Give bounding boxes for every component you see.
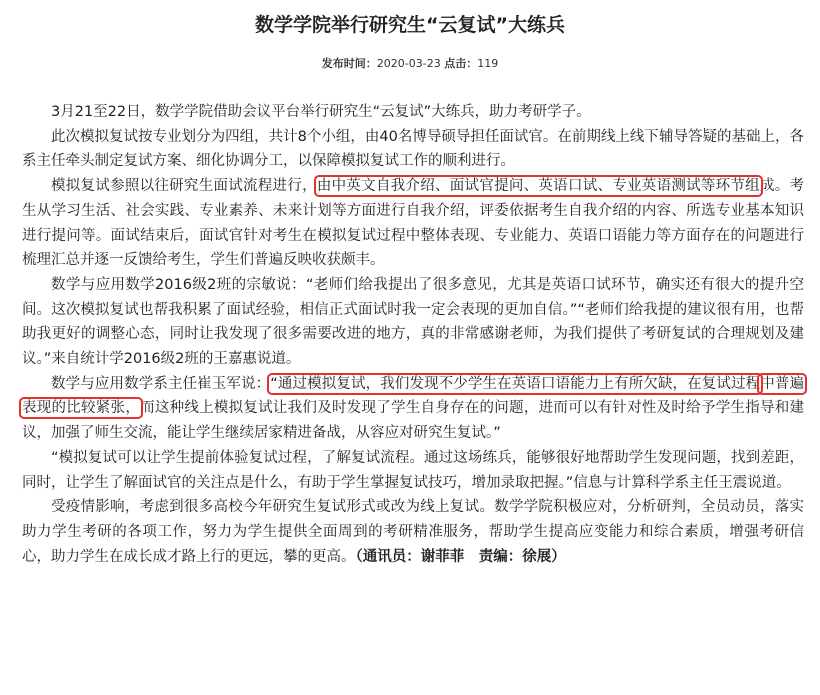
- highlight-box-quote-2: 中普遍表现的比较紧张，: [22, 375, 805, 417]
- clicks-label: 点击：: [444, 57, 478, 70]
- paragraph-5-rest: 而这种线上模拟复试让我们及时发现了学生自身存在的问题，进而可以有针对性及时给予学生指导和建议，加强了师生交流，能让学生继续居家精进备战，从容应对研究生复试。”: [22, 400, 804, 442]
- paragraph-7-text: 受疫情影响，考虑到很多高校今年研究生复试形式或改为线上复试。数学学院积极应对，分析研判，全员动员，落实助力学生考研的各项工作，努力为学生提供全面周到的考研精准服务，帮助学生提高应变能力和综合素质，增强考研信心，助力学生在成长成才路上行的更远，攀的更高。: [22, 499, 804, 565]
- paragraph-2: 此次模拟复试按专业划分为四组，共计8个小组，由40名博导硕导担任面试官。在前期线上线下辅导答疑的基础上，各系主任牵头制定复试方案、细化协调分工，以保障模拟复试工作的顺利进行。: [22, 128, 804, 170]
- paragraph-1: 3月21至22日，数学学院借助会议平台举行研究生“云复试”大练兵，助力考研学子。: [51, 104, 591, 120]
- paragraph-3: [22, 174, 804, 273]
- paragraph-5: [22, 372, 804, 446]
- paragraph-6: “模拟复试可以让学生提前体验复试过程，了解复试流程。通过这场练兵，能够很好地帮助学生发现问题，找到差距，同时，让学生了解面试官的关注点是什么，有助于学生掌握复试技巧，增加录取把握。”信息与计算科学系主任王震说道。: [22, 449, 804, 491]
- paragraph-5-lead: 数学与应用数学系主任崔玉军说：: [51, 375, 271, 392]
- highlight-box-interview-format: 由中英文自我介绍、面试官提问、英语口试、专业英语测试等环节组: [316, 178, 760, 195]
- paragraph-3-rest: 成。考生从学习生活、社会实践、专业素养、未来计划等方面进行自我介绍，评委依据考生自我介绍的内容、所选专业基本知识进行提问等。面试结束后，面试官针对考生在模拟复试过程中整体表现、专业能力、英语口语能力等方面存在的问题进行梳理汇总并逐一反馈给考生，学生们普遍反映收获颇丰。: [22, 178, 805, 269]
- article-meta: [0, 55, 820, 71]
- article-body: [22, 100, 804, 569]
- publish-date: 2020-03-23: [376, 57, 441, 70]
- publish-label: 发布时间：: [321, 57, 377, 70]
- paragraph-3-lead: 模拟复试参照以往研究生面试流程进行，: [51, 178, 317, 195]
- article-credit: （通讯员：谢菲菲 责编：徐展）: [355, 548, 566, 565]
- click-count: 119: [477, 57, 499, 70]
- paragraph-4: 数学与应用数学2016级2班的宗敏说：“老师们给我提出了很多意见，尤其是英语口试环节，确实还有很大的提升空间。这次模拟复试也帮我积累了面试经验，相信正式面试时我一定会表现的更加自信。”“老师们给我提的建议很有用，也帮助我更好的调整心态，同时让我发现了很多需要改进的地方，真的非常感谢老师，为我们提供了考研复试的合理规划及建议。”来自统计学2016级2班的王嘉惠说道。: [22, 276, 804, 368]
- article-title: 数学学院举行研究生“云复试”大练兵: [255, 14, 565, 36]
- paragraph-7: [22, 495, 804, 569]
- highlight-box-quote-1: “通过模拟复试，我们发现不少学生在英语口语能力上有所欠缺，在复试过程: [270, 375, 761, 392]
